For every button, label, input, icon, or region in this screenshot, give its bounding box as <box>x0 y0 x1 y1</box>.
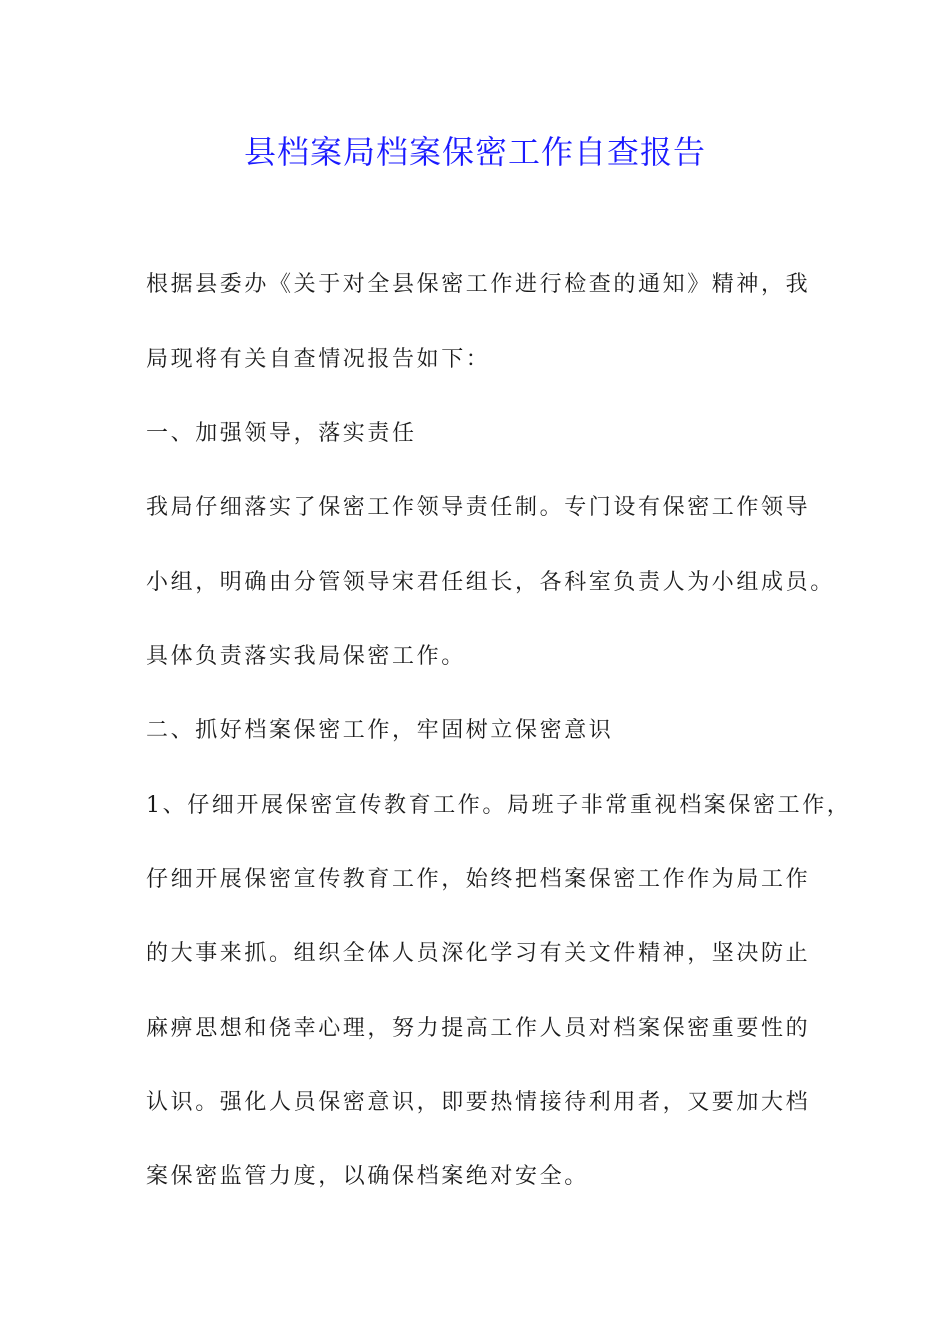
paragraph-line: 仔细开展保密宣传教育工作，始终把档案保密工作作为局工作 <box>146 867 811 892</box>
section-heading-2: 二、抓好档案保密工作，牢固树立保密意识 <box>146 718 614 743</box>
paragraph-line: 认识。强化人员保密意识，即要热情接待利用者，又要加大档 <box>146 1090 811 1115</box>
document-title: 县档案局档案保密工作自查报告 <box>243 133 706 171</box>
paragraph-line: 1、仔细开展保密宣传教育工作。局班子非常重视档案保密工作， <box>146 793 852 818</box>
paragraph-line: 小组，明确由分管领导宋君任组长，各科室负责人为小组成员。 <box>146 570 835 595</box>
paragraph-line: 的大事来抓。组织全体人员深化学习有关文件精神，坚决防止 <box>146 941 811 966</box>
paragraph-line: 具体负责落实我局保密工作。 <box>146 644 466 669</box>
paragraph-line: 根据县委办《关于对全县保密工作进行检查的通知》精神，我 <box>146 272 811 297</box>
paragraph-line: 麻痹思想和侥幸心理，努力提高工作人员对档案保密重要性的 <box>146 1016 811 1041</box>
paragraph-line: 案保密监管力度，以确保档案绝对安全。 <box>146 1164 589 1189</box>
paragraph-line: 局现将有关自查情况报告如下： <box>146 347 491 372</box>
section-heading-1: 一、加强领导，落实责任 <box>146 421 417 446</box>
paragraph-line: 我局仔细落实了保密工作领导责任制。专门设有保密工作领导 <box>146 495 811 520</box>
